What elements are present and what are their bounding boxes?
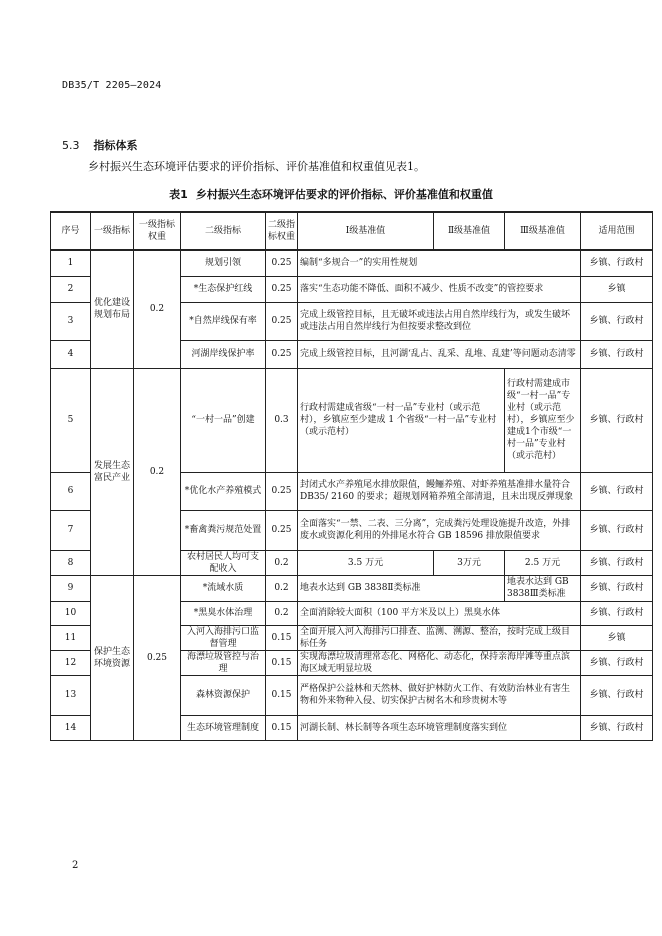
row-number: 14 (51, 715, 91, 740)
indicator-weight: 0.15 (266, 715, 298, 740)
row-number: 13 (51, 675, 91, 715)
header-benchmark-3: Ⅲ级基准值 (505, 212, 581, 250)
benchmark-text: 全面落实“一禁、二表、三分离”，完成粪污处理设施提升改造，外排废水或资源化利用的外排尾水符合 GB 18596 排放限值要求 (298, 510, 581, 550)
header-level2-weight: 二级指标权重 (266, 212, 298, 250)
indicator-name: *生态保护红线 (181, 276, 266, 302)
group-name: 保护生态环境资源 (91, 575, 134, 740)
indicator-name: *优化水产养殖模式 (181, 472, 266, 510)
scope-cell: 乡镇、行政村 (581, 575, 653, 601)
indicator-weight: 0.25 (266, 302, 298, 340)
table-row (51, 575, 653, 601)
table-header-row (51, 212, 653, 250)
indicator-name: 规划引领 (181, 250, 266, 276)
indicator-weight: 0.15 (266, 675, 298, 715)
section-number: 5.3 (62, 139, 80, 152)
document-code: DB35/T 2205—2024 (62, 80, 162, 91)
scope-cell: 乡镇、行政村 (581, 650, 653, 675)
section-title: 指标体系 (93, 139, 138, 152)
section-heading (62, 137, 138, 153)
benchmark-3-value: 2.5 万元 (505, 550, 581, 575)
header-scope: 适用范围 (581, 212, 653, 250)
group-name: 发展生态富民产业 (91, 368, 134, 575)
scope-cell: 乡镇 (581, 625, 653, 650)
scope-cell: 乡镇、行政村 (581, 550, 653, 575)
group-name: 优化建设规划布局 (91, 250, 134, 368)
row-number: 4 (51, 340, 91, 368)
group-weight: 0.2 (134, 368, 181, 575)
benchmark-text: 全面开展入河入海排污口排查、监测、溯源、整治，按时完成上级目标任务 (298, 625, 581, 650)
benchmark-3-text: 地表水达到 GB 3838Ⅲ类标准 (505, 575, 581, 601)
header-seq: 序号 (51, 212, 91, 250)
indicator-weight: 0.3 (266, 368, 298, 472)
benchmark-1-value: 3.5 万元 (298, 550, 434, 575)
header-benchmark-1: Ⅰ级基准值 (298, 212, 434, 250)
indicator-weight: 0.2 (266, 575, 298, 601)
scope-cell: 乡镇、行政村 (581, 510, 653, 550)
group-weight: 0.25 (134, 575, 181, 740)
benchmark-2-value: 3万元 (434, 550, 505, 575)
row-number: 3 (51, 302, 91, 340)
indicator-weight: 0.2 (266, 601, 298, 625)
header-level2: 二级指标 (181, 212, 266, 250)
benchmark-text: 完成上级管控目标，且河湖‘乱占、乱采、乱堆、乱建’等问题动态清零 (298, 340, 581, 368)
row-number: 8 (51, 550, 91, 575)
row-number: 12 (51, 650, 91, 675)
indicator-name: *流域水质 (181, 575, 266, 601)
benchmark-text: 落实“生态功能不降低、面积不减少、性质不改变”的管控要求 (298, 276, 581, 302)
table-number: 表1 (169, 188, 188, 201)
indicator-weight: 0.25 (266, 472, 298, 510)
table-title: 乡村振兴生态环境评估要求的评价指标、评价基准值和权重值 (195, 188, 493, 201)
indicator-table (50, 211, 653, 741)
indicator-weight: 0.25 (266, 340, 298, 368)
indicator-name: *黑臭水体治理 (181, 601, 266, 625)
indicator-weight: 0.15 (266, 625, 298, 650)
row-number: 2 (51, 276, 91, 302)
header-level1-weight: 一级指标权重 (134, 212, 181, 250)
indicator-weight: 0.25 (266, 510, 298, 550)
row-number: 5 (51, 368, 91, 472)
indicator-name: “一村一品”创建 (181, 368, 266, 472)
scope-cell: 乡镇、行政村 (581, 715, 653, 740)
indicator-name: 农村居民人均可支配收入 (181, 550, 266, 575)
header-level1: 一级指标 (91, 212, 134, 250)
indicator-weight: 0.15 (266, 650, 298, 675)
indicator-weight: 0.25 (266, 276, 298, 302)
row-number: 1 (51, 250, 91, 276)
scope-cell: 乡镇、行政村 (581, 340, 653, 368)
table-row (51, 368, 653, 472)
indicator-name: *畜禽粪污规范处置 (181, 510, 266, 550)
scope-cell: 乡镇、行政村 (581, 601, 653, 625)
benchmark-text: 实现海漂垃圾清理常态化、网格化、动态化，保持亲海岸滩等重点滨海区域无明显垃圾 (298, 650, 581, 675)
benchmark-text: 全面消除较大面积（100 平方米及以上）黑臭水体 (298, 601, 581, 625)
row-number: 10 (51, 601, 91, 625)
benchmark-text: 行政村需建成省级“一村一品”专业村（或示范村），乡镇应至少建成 1 个省级“一村一品”专业村（或示范村） (298, 368, 505, 472)
table-row (51, 250, 653, 276)
benchmark-3-text: 行政村需建成市级“一村一品”专业村（或示范村），乡镇应至少建成1个市级“一村一品”专业村（或示范村） (505, 368, 581, 472)
indicator-weight: 0.2 (266, 550, 298, 575)
benchmark-text: 严格保护公益林和天然林、做好护林防火工作、有效防治林业有害生物和外来物种入侵、切实保护古树名木和珍贵树木等 (298, 675, 581, 715)
scope-cell: 乡镇 (581, 276, 653, 302)
row-number: 6 (51, 472, 91, 510)
scope-cell: 乡镇、行政村 (581, 675, 653, 715)
group-weight: 0.2 (134, 250, 181, 368)
header-benchmark-2: Ⅱ级基准值 (434, 212, 505, 250)
benchmark-text: 河湖长制、林长制等各项生态环境管理制度落实到位 (298, 715, 581, 740)
indicator-weight: 0.25 (266, 250, 298, 276)
row-number: 11 (51, 625, 91, 650)
indicator-name: 入河入海排污口监督管理 (181, 625, 266, 650)
indicator-name: *自然岸线保有率 (181, 302, 266, 340)
intro-paragraph: 乡村振兴生态环境评估要求的评价指标、评价基准值和权重值见表1。 (88, 160, 425, 173)
row-number: 9 (51, 575, 91, 601)
benchmark-text: 完成上级管控目标，且无破坏或违法占用自然岸线行为，或发生破坏或违法占用自然岸线行为但按要求整改到位 (298, 302, 581, 340)
indicator-name: 生态环境管理制度 (181, 715, 266, 740)
scope-cell: 乡镇、行政村 (581, 302, 653, 340)
scope-cell: 乡镇、行政村 (581, 368, 653, 472)
benchmark-text: 编制“多规合一”的实用性规划 (298, 250, 581, 276)
scope-cell: 乡镇、行政村 (581, 472, 653, 510)
scope-cell: 乡镇、行政村 (581, 250, 653, 276)
indicator-name: 森林资源保护 (181, 675, 266, 715)
benchmark-text: 地表水达到 GB 3838Ⅱ类标准 (298, 575, 505, 601)
page-number: 2 (72, 860, 79, 871)
indicator-name: 河湖岸线保护率 (181, 340, 266, 368)
indicator-name: 海漂垃圾管控与治理 (181, 650, 266, 675)
row-number: 7 (51, 510, 91, 550)
benchmark-text: 封闭式水产养殖尾水排放限值，鳗鲡养殖、对虾养殖基准排水量符合 DB35/ 2160 的要求；超规划网箱养殖全部清退，且未出现反弹现象 (298, 472, 581, 510)
table-caption (0, 186, 662, 202)
